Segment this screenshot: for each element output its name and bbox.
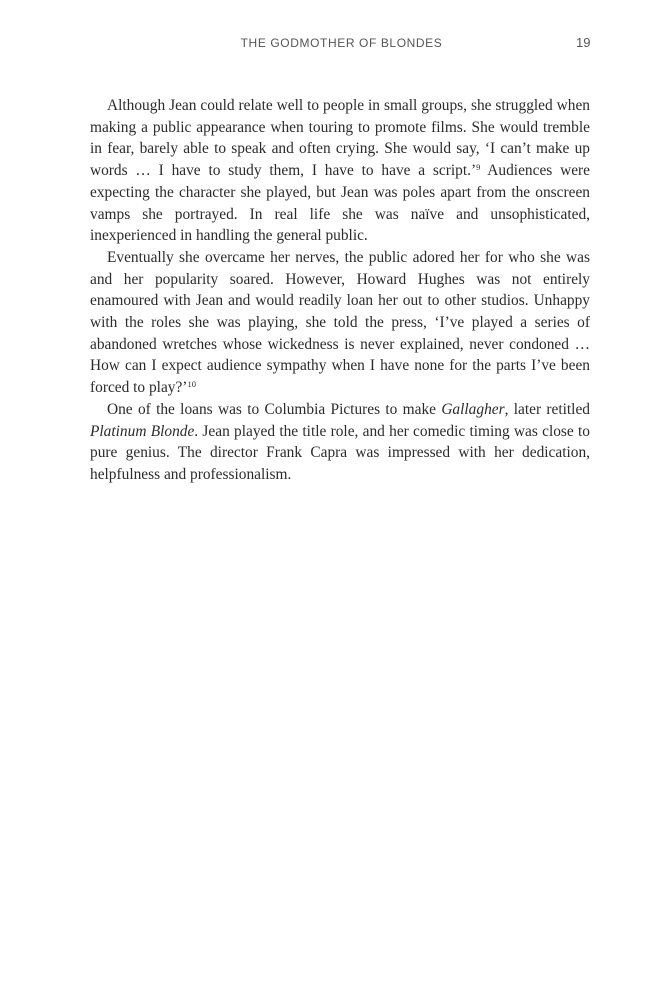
paragraph-3-text-c: . Jean played the title role, and her comedic timing was close to pure genius. The director Frank Capra was impressed with her dedication, helpfulness and professionalism. (90, 422, 590, 483)
paragraph-1 (90, 95, 590, 247)
paragraph-1-text-a: Although Jean could relate well to people in small groups, she struggled when making a public appearance when touring to promote films. She would tremble in fear, barely able to speak and often crying. She would say, ‘I can’t make up words … I have to study them, I have to have a script.’ (90, 97, 590, 180)
footnote-ref-10: 10 (187, 379, 196, 390)
film-title-platinum-blonde: Platinum Blonde (90, 422, 195, 440)
film-title-gallagher: Gallagher (441, 400, 505, 418)
paragraph-1-text-b: Audiences were expecting the character she played, but Jean was poles apart from the onscreen vamps she portrayed. In real life she was naïve and unsophisticated, inexperienced in handling the general public. (90, 162, 590, 245)
running-head (0, 36, 667, 54)
page-number: 19 (576, 35, 591, 50)
paragraph-2-text-a: Eventually she overcame her nerves, the public adored her for who she was and her popularity soared. However, Howard Hughes was not entirely enamoured with Jean and would readily loan her out to other studios. Unhappy with the roles she was playing, she told the press, ‘I’ve played a series of abandoned wretches whose wickedness is never explained, never condoned … How can I expect audience sympathy when I have none for the parts I’ve been forced to play?’ (90, 248, 590, 397)
paragraph-3 (90, 399, 590, 486)
running-title: THE GODMOTHER OF BLONDES (240, 36, 443, 50)
footnote-ref-9: 9 (476, 162, 481, 173)
paragraph-3-text-b: , later retitled (504, 400, 590, 418)
paragraph-3-text-a: One of the loans was to Columbia Pictures to make (107, 400, 442, 418)
paragraph-2 (90, 247, 590, 399)
body-text (90, 95, 590, 486)
